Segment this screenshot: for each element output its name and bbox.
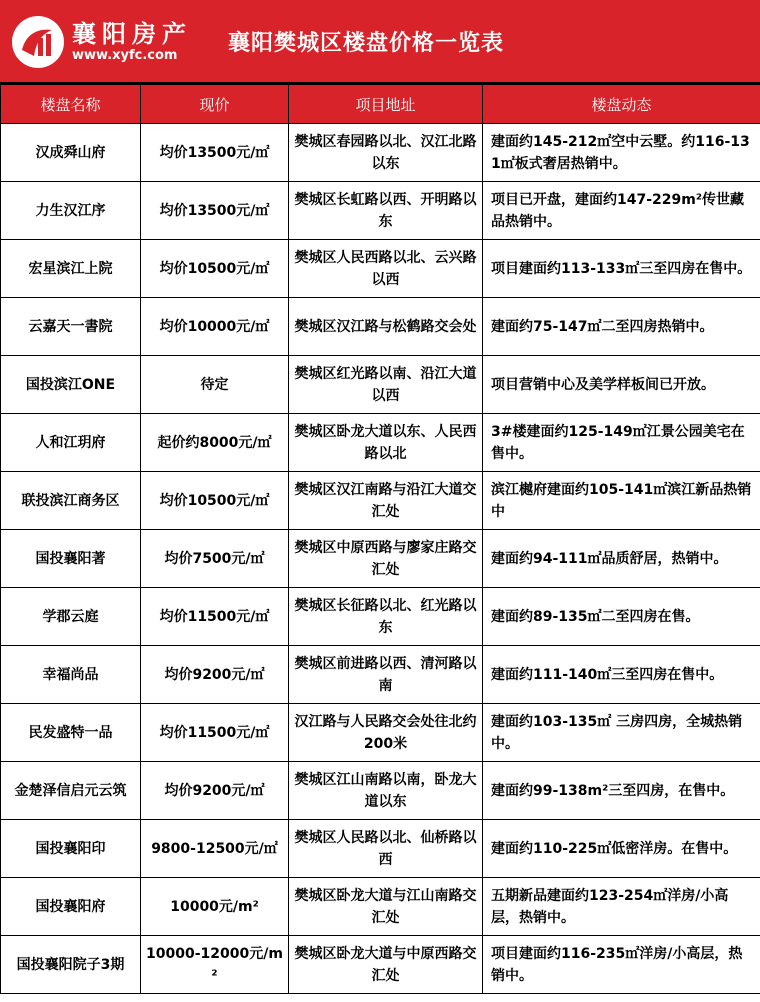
- news-cell: 项目建面约116-235㎡洋房/小高层，热销中。: [483, 936, 760, 994]
- page-title: 襄阳樊城区楼盘价格一览表: [228, 31, 505, 56]
- price-cell: 均价9200元/㎡: [141, 646, 289, 704]
- price-cell: 均价13500元/㎡: [141, 124, 289, 182]
- news-cell: 滨江樾府建面约105-141㎡滨江新品热销中: [483, 472, 760, 530]
- column-header-address: 项目地址: [289, 85, 483, 124]
- address-cell: 樊城区汉江南路与沿江大道交汇处: [289, 472, 483, 530]
- address-cell: 樊城区江山南路以南，卧龙大道以东: [289, 762, 483, 820]
- project-name-cell: 国投襄阳院子3期: [1, 936, 141, 994]
- table-row: [1, 936, 760, 994]
- project-name-cell: 联投滨江商务区: [1, 472, 141, 530]
- address-cell: 樊城区人民路以北、仙桥路以西: [289, 820, 483, 878]
- brand-url: www.xyfc.com: [72, 48, 178, 63]
- news-cell: 建面约89-135㎡二至四房在售。: [483, 588, 760, 646]
- project-name-cell: 国投滨江ONE: [1, 356, 141, 414]
- price-table: [0, 84, 760, 994]
- address-cell: 汉江路与人民路交会处往北约200米: [289, 704, 483, 762]
- project-name-cell: 国投襄阳府: [1, 878, 141, 936]
- table-row: [1, 356, 760, 414]
- price-cell: 均价11500元/㎡: [141, 704, 289, 762]
- news-cell: 项目建面约113-133㎡三至四房在售中。: [483, 240, 760, 298]
- address-cell: 樊城区人民西路以北、云兴路以西: [289, 240, 483, 298]
- address-cell: 樊城区前进路以西、清河路以南: [289, 646, 483, 704]
- price-cell: 均价13500元/㎡: [141, 182, 289, 240]
- price-cell: 均价10500元/㎡: [141, 472, 289, 530]
- news-cell: 建面约75-147㎡二至四房热销中。: [483, 298, 760, 356]
- header-banner: [0, 0, 760, 84]
- table-row: [1, 878, 760, 936]
- table-header-row: [1, 85, 760, 124]
- project-name-cell: 人和江玥府: [1, 414, 141, 472]
- address-cell: 樊城区卧龙大道以东、人民西路以北: [289, 414, 483, 472]
- address-cell: 樊城区长征路以北、红光路以东: [289, 588, 483, 646]
- column-header-price: 现价: [141, 85, 289, 124]
- address-cell: 樊城区卧龙大道与江山南路交汇处: [289, 878, 483, 936]
- address-cell: 樊城区春园路以北、汉江北路以东: [289, 124, 483, 182]
- table-row: [1, 530, 760, 588]
- project-name-cell: 国投襄阳印: [1, 820, 141, 878]
- news-cell: 建面约99-138m²三至四房，在售中。: [483, 762, 760, 820]
- news-cell: 建面约103-135㎡ 三房四房，全城热销中。: [483, 704, 760, 762]
- news-cell: 建面约110-225㎡低密洋房。在售中。: [483, 820, 760, 878]
- table-row: [1, 124, 760, 182]
- brand-name: 襄阳房产: [72, 19, 192, 48]
- news-cell: 建面约145-212㎡空中云墅。约116-131㎡板式奢居热销中。: [483, 124, 760, 182]
- price-cell: 10000-12000元/m²: [141, 936, 289, 994]
- price-cell: 10000元/m²: [141, 878, 289, 936]
- news-cell: 建面约111-140㎡三至四房在售中。: [483, 646, 760, 704]
- project-name-cell: 民发盛特一品: [1, 704, 141, 762]
- table-row: [1, 762, 760, 820]
- table-row: [1, 414, 760, 472]
- price-cell: 均价10000元/㎡: [141, 298, 289, 356]
- table-row: [1, 704, 760, 762]
- price-cell: 均价9200元/㎡: [141, 762, 289, 820]
- table-row: [1, 240, 760, 298]
- project-name-cell: 云嘉天一書院: [1, 298, 141, 356]
- project-name-cell: 力生汉江序: [1, 182, 141, 240]
- price-cell: 起价约8000元/㎡: [141, 414, 289, 472]
- address-cell: 樊城区汉江路与松鹤路交会处: [289, 298, 483, 356]
- price-cell: 9800-12500元/㎡: [141, 820, 289, 878]
- news-cell: 项目营销中心及美学样板间已开放。: [483, 356, 760, 414]
- table-row: [1, 298, 760, 356]
- news-cell: 3#楼建面约125-149㎡江景公园美宅在售中。: [483, 414, 760, 472]
- address-cell: 樊城区红光路以南、沿江大道以西: [289, 356, 483, 414]
- project-name-cell: 国投襄阳著: [1, 530, 141, 588]
- table-row: [1, 820, 760, 878]
- address-cell: 樊城区长虹路以西、开明路以东: [289, 182, 483, 240]
- project-name-cell: 幸福尚品: [1, 646, 141, 704]
- address-cell: 樊城区中原西路与廖家庄路交汇处: [289, 530, 483, 588]
- price-cell: 均价11500元/㎡: [141, 588, 289, 646]
- brand-logo-icon: [12, 16, 64, 68]
- table-row: [1, 182, 760, 240]
- news-cell: 建面约94-111㎡品质舒居，热销中。: [483, 530, 760, 588]
- address-cell: 樊城区卧龙大道与中原西路交汇处: [289, 936, 483, 994]
- price-cell: 均价7500元/㎡: [141, 530, 289, 588]
- news-cell: 五期新品建面约123-254㎡洋房/小高层，热销中。: [483, 878, 760, 936]
- project-name-cell: 汉成舜山府: [1, 124, 141, 182]
- project-name-cell: 学郡云庭: [1, 588, 141, 646]
- price-cell: 均价10500元/㎡: [141, 240, 289, 298]
- column-header-name: 楼盘名称: [1, 85, 141, 124]
- project-name-cell: 宏星滨江上院: [1, 240, 141, 298]
- price-cell: 待定: [141, 356, 289, 414]
- column-header-news: 楼盘动态: [483, 85, 760, 124]
- table-row: [1, 588, 760, 646]
- news-cell: 项目已开盘，建面约147-229m²传世藏品热销中。: [483, 182, 760, 240]
- table-row: [1, 472, 760, 530]
- table-row: [1, 646, 760, 704]
- project-name-cell: 金楚泽信启元云筑: [1, 762, 141, 820]
